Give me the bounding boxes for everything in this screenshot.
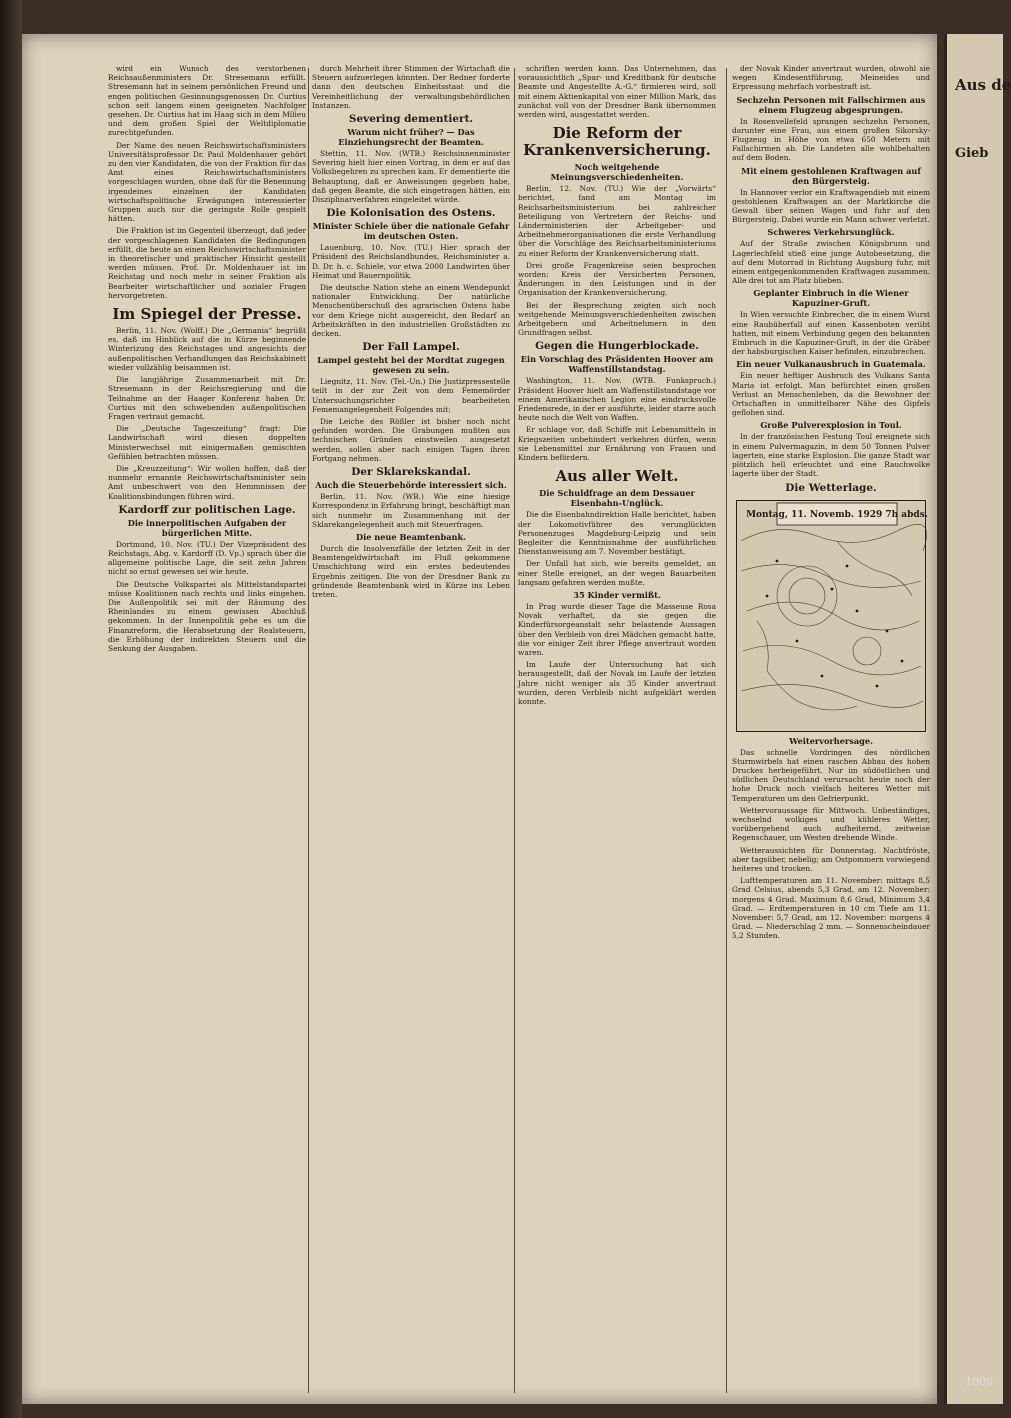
weather-map-drawing	[737, 501, 928, 731]
paragraph: Er schlage vor, daß Schiffe mit Lebensmitteln in Kriegszeiten unbehindert verkehren dürfen, wenn sie Lebensmittel zur Ernährung von Frauen und Kindern befördern.	[518, 425, 716, 463]
headline-kraftwagen: Mit einem gestohlenen Kraftwagen auf den Bürgersteig.	[741, 165, 921, 186]
subheadline-dessau: Die Schuldfrage an dem Dessauer Eisenbahn-Unglück.	[539, 488, 695, 509]
subheadline-krankenversicherung: Noch weitgehende Meinungsverschiedenheiten.	[550, 162, 684, 183]
weather-map	[736, 500, 926, 732]
column-2-intro: durch Mehrheit ihrer Stimmen der Wirtschaft die Steuern aufzuerlegen könnten. Der Redner forderte dann den deutschen Einheitsstaat und die Vereinheitlichung der verwaltungsbehördlichen Instanzen.	[312, 64, 510, 110]
column-1-intro: wird ein Wunsch des verstorbenen Reichsaußenministers Dr. Stresemann erfüllt. Stresemann hat in seinem persönlichen Freund und engen politischen Gesinnungsgenossen Dr. Curtius schon seit langem einen geeigneten Nachfolger gesehen. Dr. Curtius hat im Haag sich in dem Milieu und dem großen Spiel der Weltdiplomatie zurechtgefunden.	[108, 64, 306, 138]
paragraph: Die Fraktion ist im Gegenteil überzeugt, daß jeder der vorgeschlagenen Kandidaten die Bedingungen erfüllt, die heute an einen Reichswirtschaftsminister in theoretischer und praktischer Hinsicht gestellt werden müssen. Prof. Dr. Moldenhauer ist im Reichstag und noch mehr in seiner Fraktion als Bearbeiter wirtschaftlicher und sozialer Fragen hervorgetreten.	[108, 226, 306, 300]
adjacent-page-subheading: Gieb	[955, 146, 989, 161]
paragraph: Die „Deutsche Tageszeitung“ fragt: Die Landwirtschaft wird diesen doppelten Ministerwechsel mit einigermaßen gemischten Gefühlen betrachten müssen.	[108, 424, 306, 461]
headline-vulkan: Ein neuer Vulkanausbruch in Guatemala.	[736, 359, 926, 370]
headline-presse: Im Spiegel der Presse.	[112, 305, 302, 324]
subheadline-sklarek: Auch die Steuerbehörde interessiert sich.	[315, 480, 507, 491]
newspaper-page	[22, 34, 937, 1404]
book-spine	[0, 0, 22, 1418]
headline-verkehrsunglueck: Schweres Verkehrsunglück.	[767, 227, 895, 238]
adjacent-page-heading: Aus de	[955, 76, 1011, 94]
headline-kinder-vermisst: 35 Kinder vermißt.	[573, 589, 661, 600]
column-4	[732, 64, 930, 1399]
column-2	[312, 64, 510, 1399]
column-3	[518, 64, 716, 1399]
subheadline-kardorff: Die innerpolitischen Aufgaben der bürgerlichen Mitte.	[127, 517, 287, 538]
headline-kardorff: Kardorff zur politischen Lage.	[118, 503, 296, 516]
headline-severing: Severing dementiert.	[348, 113, 474, 126]
paragraph: Berlin, 11. Nov. (Wolff.) Die „Germania“ begrüßt es, daß im Hinblick auf die in Kürze beginnende Winterizung des Reichstages und angesichts der außenpolitischen Verhandlungen das Reichskabinett wieder vollzählig beisammen ist.	[108, 326, 306, 372]
paragraph: In Hannover verlor ein Kraftwagendieb mit einem gestohlenen Kraftwagen an der Marktkirche die Gewalt über seinen Wagen und fuhr auf den Bürgersteig. Dabei wurde ein Mann schwer verletzt.	[732, 187, 930, 225]
column-rule	[726, 68, 727, 1393]
adjacent-page	[944, 34, 1011, 1404]
headline-kapuzinergruft: Geplanter Einbruch in die Wiener Kapuziner-Gruft.	[753, 288, 909, 309]
headline-lampel: Der Fall Lampel.	[362, 341, 460, 354]
headline-sklarek: Der Sklarekskandal.	[351, 466, 471, 479]
headline-kolonisation: Die Kolonisation des Ostens.	[326, 207, 496, 220]
paragraph: Die „Kreuzzeitung“: Wir wollen hoffen, daß der nunmehr ernannte Reichswirtschaftsminister sein Amt unbeschwert von den Hemmnissen der Koalitionsbindungen führen wird.	[108, 463, 306, 501]
paragraph: Durch die Insolvenzfälle der letzten Zeit in der Beamtengeldwirtschaft im Fluß gekommene Umschichtung wird ein erstes bedeutendes Ergebnis zeitigen. Die von der Dresdner Bank zu gründende Beamtenbank wird in Kürze ins Leben treten.	[312, 543, 510, 599]
paragraph: Die die Eisenbahndirektion Halle berichtet, haben der Lokomotivführer des verunglückten Personenzuges Magdeburg-Leipzig und sein Begleiter die Kenntnisnahme der ausführlichen Dienstanweisung am 7. November bestätigt.	[518, 510, 716, 557]
paragraph: Der Unfall hat sich, wie bereits gemeldet, an einer Stelle ereignet, an der wegen Bauarbeiten langsam gefahren werden mußte.	[518, 559, 716, 587]
column-1	[108, 64, 306, 1399]
paragraph: Wetteraussichten für Donnerstag. Nachtfröste, aber tagsüber, nebelig; am Ostpommern vorwiegend heiteres und trocken.	[732, 845, 930, 873]
paragraph: In Wien versuchte Einbrecher, die in einem Wurst eine Raubüberfall auf einen Kassenboten verübt hatten, mit einem Verbindung gegen den bekannten Einbruch in die Kapuziner-Gruft, in der die Gräber der habsburgischen Kaiser befinden, einzubrechen.	[732, 310, 930, 357]
paragraph: Wettervoraussage für Mittwoch. Unbeständiges, wechselnd wolkiges und kühleres Wetter, vorübergehend auch aufheiternd, zeitweise Regenschauer, um Westen drehende Winde.	[732, 805, 930, 843]
paragraph: Stettin, 11. Nov. (WTB.) Reichsinnenminister Severing hielt hier einen Vortrag, in dem er auf das Volksbegehren zu sprechen kam. Er dementierte die Behauptung, daß er Anweisungen gegeben habe, daß gegen Beamte, die sich eingetragen hätten, ein Disziplinarverfahren eingeleitet würde.	[312, 149, 510, 205]
paragraph: In Rosenvellefeld sprangen sechzehn Personen, darunter eine Frau, aus einem großen Sikorsky-Flugzeug in Höhe von etwa 650 Metern mit Fallschirmen ab. Die Landeten alle wohlbehalten auf dem Boden.	[732, 116, 930, 163]
paragraph: Die Leiche des Rößler ist bisher noch nicht gefunden worden. Die Grabungen mußten aus technischen Gründen einstweilen ausgesetzt werden, sollen aber nach einigen Tagen ihren Fortgang nehmen.	[312, 417, 510, 463]
paragraph: Berlin, 11. Nov. (WB.) Wie eine hiesige Korrespondenz in Erfahrung bringt, beschäftigt man sich nunmehr im Zusammenhang mit der Sklarekangelegenheit auch mit Steuerfragen.	[312, 492, 510, 529]
paragraph: Liegnitz, 11. Nov. (Tel.-Un.) Die Justizpressestelle teilt in der zur Zeit von dem Fememörder Untersuchungsrichter bearbeiteten Fememangelegenheit Folgendes mit:	[312, 377, 510, 414]
headline-pulverexplosion: Große Pulverexplosion in Toul.	[760, 420, 902, 431]
column-4-intro: der Novak Kinder anvertraut wurden, obwohl sie wegen Kindesentführung, Meineides und Erpressung mehrfach vorbestraft ist.	[732, 64, 930, 92]
column-3-intro: schriften werden kann. Das Unternehmen, das voraussichtlich „Spar- und Kreditbank für deutsche Beamte und Angestellte A.-G.“ firmieren wird, soll mit einem Aktienkapital von einer Million Mark, das zunächst voll von der Dresdner Bank übernommen werden wird, ausgestattet werden.	[518, 64, 716, 120]
paragraph: Ein neuer heftiger Ausbruch des Vulkans Santa Maria ist erfolgt. Man befürchtet einen großen Verlust an Menschenleben, da die Bewohner der Ortschaften in unmittelbarer Nähe des Gipfels geflohen sind.	[732, 371, 930, 418]
column-rule	[514, 68, 515, 1393]
headline-beamtenbank: Die neue Beamtenbank.	[356, 531, 466, 542]
paragraph: In der französischen Festung Toul ereignete sich in einem Pulvermagazin, in dem 50 Tonnen Pulver lagerten, eine starke Explosion. Die ganze Stadt war plötzlich hell erleuchtet und eine Rauchwolke lagerte über der Stadt.	[732, 432, 930, 479]
headline-fallschirm: Sechzehn Personen mit Fallschirmen aus einem Flugzeug abgesprungen.	[736, 94, 926, 115]
subheadline-severing: Warum nicht früher? — Das Einziehungsrecht der Beamten.	[338, 127, 484, 148]
paragraph: Lufttemperaturen am 11. November: mittags 8,5 Grad Celsius, abends 5,3 Grad, am 12. November: morgens 4 Grad. Maximum 8,6 Grad, Minimum 3,4 Grad. — Erdtemperaturen in 10 cm Tiefe am 11. November: 5,7 Grad, am 12. November: morgens 4 Grad. — Niederschlag 2 mm. — Sonnenscheindauer 5,2 Stunden.	[732, 876, 930, 941]
column-rule	[308, 68, 309, 1393]
paragraph: Lauenburg, 10. Nov. (TU.) Hier sprach der Präsident des Reichslandbundes, Reichsminister a. D. Dr. h. c. Schiele, vor etwa 2000 Landwirten über Heimat und Bauernpolitik.	[312, 243, 510, 280]
subheadline-lampel: Lampel gesteht bei der Mordtat zugegen gewesen zu sein.	[317, 355, 505, 376]
headline-weitervorhersage: Weitervorhersage.	[789, 735, 873, 746]
headline-krankenversicherung: Die Reform der Krankenversicherung.	[523, 124, 711, 160]
paragraph: Im Laufe der Untersuchung hat sich herausgestellt, daß der Novak im Laufe der letzten Jahre nicht weniger als 35 Kinder anvertraut wurden, deren Verbleib nicht aufgeklärt werden konnte.	[518, 660, 716, 706]
headline-hungerblockade: Gegen die Hungerblockade.	[535, 340, 699, 353]
paragraph: In Prag wurde dieser Tage die Masseuse Rosa Novak verhaftet, da sie gegen die Kinderfürsorgeanstalt sehr belastende Aussagen über den Verbleib von drei Mädchen gemacht hatte, die vor einiger Zeit ihrer Pflege anvertraut worden waren.	[518, 601, 716, 657]
headline-wetterlage: Die Wetterlage.	[785, 481, 877, 494]
paragraph: Berlin, 12. Nov. (TU.) Wie der „Vorwärts“ berichtet, fand am Montag im Reichsarbeitsministerium bei zahlreicher Beteiligung von Vertretern der Reichs- und Länderministerien der Arbeitgeber- und Arbeitnehmerorganisationen die erste Verhandlung über die Vorschläge des Reichsarbeitsministeriums zu einer Reform der Krankenversicherung statt.	[518, 184, 716, 258]
page-number: 1000	[965, 1375, 993, 1388]
paragraph: Auf der Straße zwischen Königsbrunn und Lagerlechfeld stieß eine junge Autobesetzung, die auf dem Motorrad in Richtung Augsburg fuhr, mit einem entgegenkommenden Kraftwagen zusammen. Alle drei tot am Platz blieben.	[732, 239, 930, 286]
subheadline-hungerblockade: Ein Vorschlag des Präsidenten Hoover am Waffenstillstandstag.	[520, 354, 714, 375]
paragraph: Die langjährige Zusammenarbeit mit Dr. Stresemann in der Reichsregierung und die Teilnahme an der Haager Konferenz haben Dr. Curtius mit den schwebenden außenpolitischen Fragen vertraut gemacht.	[108, 375, 306, 421]
paragraph: Die Deutsche Volkspartei als Mittelstandspartei müsse Koalitionen nach rechts und links eingehen. Die Außenpolitik sei mit der Räumung des Rheinlandes zu einem gewissen Abschluß gekommen. In der Innenpolitik gehe es um die Finanzreform, die Herabsetzung der Realsteuern, die Erhöhung der indirekten Steuern und die Senkung der Ausgaben.	[108, 579, 306, 653]
subheadline-kolonisation: Minister Schiele über die nationale Gefahr im deutschen Osten.	[312, 221, 510, 242]
weather-map-caption: Montag, 11. Novemb. 1929 7h abds.	[746, 509, 928, 520]
paragraph: Bei der Besprechung zeigten sich noch weitgehende Meinungsverschiedenheiten zwischen Arbeitgebern und Arbeitnehmern in den Grundfragen selbst.	[518, 300, 716, 338]
paragraph: Drei große Fragenkreise seien besprochen worden: Kreis der Versicherten Personen, Änderungen in den Leistungen und in der Organisation der Krankenversicherung.	[518, 260, 716, 298]
headline-aus-aller-welt: Aus aller Welt.	[555, 467, 679, 486]
paragraph: Der Name des neuen Reichswirtschaftsministers Universitätsprofessor Dr. Paul Moldenhauer gehört zu den vier Kandidaten, die von der Fraktion für das Amt eines Reichswirtschaftsministers vorgeschlagen wurden, ohne daß für die Benennung irgendeines einzelnen der Kandidaten wirtschaftspolitische Erwägungen interessierter Gruppen auch nur die geringste Rolle gespielt hätten.	[108, 140, 306, 224]
paragraph: Die deutsche Nation stehe an einem Wendepunkt nationaler Entwicklung. Der natürliche Menschenüberschuß des agrarischen Ostens habe vor dem Kriege nicht ausgereicht, den Bedarf an Arbeitskräften in den industriellen Großstädten zu decken.	[312, 283, 510, 339]
paragraph: Dortmund, 10. Nov. (TU.) Der Vizepräsident des Reichstags, Abg. v. Kardorff (D. Vp.) sprach über die allgemeine politische Lage, die seit zehn Jahren nicht so ernst gewesen sei wie heute.	[108, 539, 306, 577]
paragraph: Das schnelle Vordringen des nördlichen Sturmwirbels hat einen raschen Abbau des hohen Druckes herbeigeführt. Nur im südöstlichen und südlichen Deutschland verursacht heute noch der hohe Druck noch vielfach heiteres Wetter mit Temperaturen um den Gefrierpunkt.	[732, 747, 930, 803]
paragraph: Washington, 11. Nov. (WTB. Funkspruch.) Präsident Hoover hielt am Waffenstillstandstage vor einem Amerikanischen Legion eine eindrucksvolle Friedensrede, in der er ausführte, leider starre auch heute noch die Welt von Waffen.	[518, 376, 716, 423]
